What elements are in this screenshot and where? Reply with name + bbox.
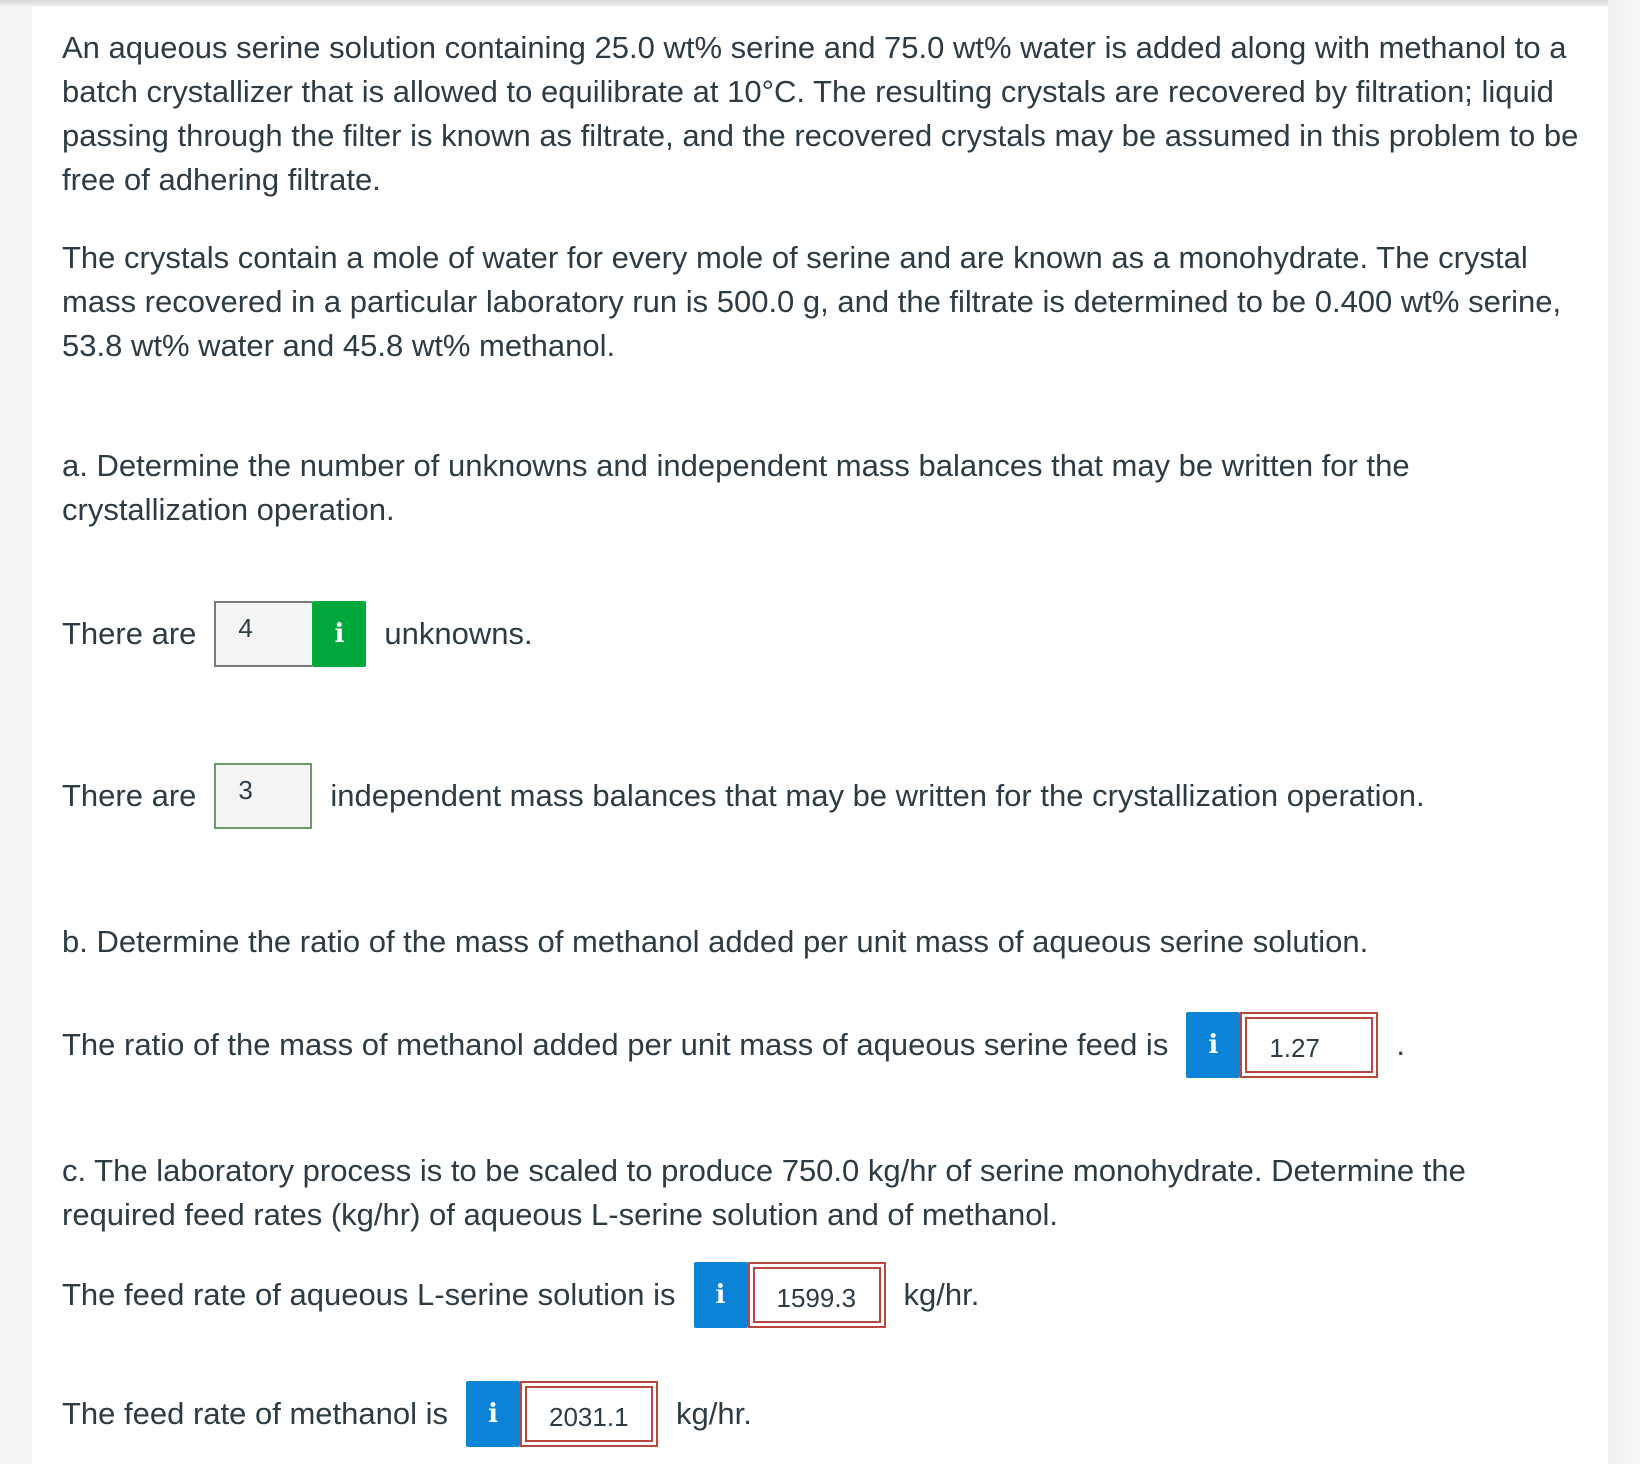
balances-prefix: There are: [62, 778, 197, 813]
question-panel: [32, 6, 1608, 1464]
ratio-input-value: 1.27: [1245, 1017, 1373, 1073]
info-icon[interactable]: i: [694, 1262, 748, 1328]
ratio-input[interactable]: [1240, 1012, 1378, 1078]
ratio-prefix: The ratio of the mass of methanol added per unit mass of aqueous serine feed is: [62, 1027, 1169, 1062]
serine-feed-answer-row: [62, 1262, 979, 1328]
methanol-feed-input-value: 2031.1: [525, 1386, 653, 1442]
balances-input[interactable]: 3: [214, 763, 312, 829]
serine-feed-answer-group: [694, 1262, 886, 1328]
info-icon[interactable]: i: [1186, 1012, 1240, 1078]
unknowns-prefix: There are: [62, 616, 197, 651]
info-icon[interactable]: i: [312, 601, 366, 667]
serine-feed-input[interactable]: [748, 1262, 886, 1328]
right-scroll-gutter: [1608, 0, 1640, 1464]
serine-feed-unit: kg/hr.: [903, 1277, 980, 1312]
methanol-feed-unit: kg/hr.: [676, 1396, 752, 1431]
balances-answer-row: [62, 763, 1425, 829]
serine-feed-input-value: 1599.3: [753, 1267, 881, 1323]
methanol-feed-prefix: The feed rate of methanol is: [62, 1396, 449, 1431]
info-icon[interactable]: i: [466, 1381, 520, 1447]
part-c-question: c. The laboratory process is to be scaled to produce 750.0 kg/hr of serine monohydrate. Determine the required feed rates (kg/hr) of aqueous L-serine solution and of methanol.: [62, 1153, 1466, 1232]
serine-feed-prefix: The feed rate of aqueous L-serine solution is: [62, 1277, 676, 1312]
ratio-suffix: .: [1396, 1027, 1405, 1062]
ratio-answer-group: [1186, 1012, 1378, 1078]
methanol-feed-answer-group: [466, 1381, 658, 1447]
problem-statement-paragraph-1: An aqueous serine solution containing 25.0 wt% serine and 75.0 wt% water is added along with methanol to a batch crystallizer that is allowed to equilibrate at 10°C. The resulting crystals are recovered by filtration; liquid passing through the filter is known as filtrate, and the recovered crystals may be assumed in this problem to be free of adhering filtrate.: [62, 30, 1579, 197]
balances-answer-group: [214, 763, 312, 829]
part-a-question: a. Determine the number of unknowns and independent mass balances that may be written for the crystallization operation.: [62, 448, 1410, 527]
problem-statement-paragraph-2: The crystals contain a mole of water for every mole of serine and are known as a monohydrate. The crystal mass recovered in a particular laboratory run is 500.0 g, and the filtrate is determined to be 0.400 wt% serine, 53.8 wt% water and 45.8 wt% methanol.: [62, 240, 1562, 363]
unknowns-answer-group: [214, 601, 366, 667]
methanol-feed-input[interactable]: [520, 1381, 658, 1447]
unknowns-input[interactable]: 4: [214, 601, 312, 667]
unknowns-answer-row: [62, 601, 533, 667]
balances-suffix: independent mass balances that may be written for the crystallization operation.: [330, 778, 1425, 813]
ratio-answer-row: [62, 1012, 1405, 1078]
methanol-feed-answer-row: [62, 1381, 752, 1447]
part-b-question: b. Determine the ratio of the mass of methanol added per unit mass of aqueous serine solution.: [62, 924, 1369, 959]
unknowns-suffix: unknowns.: [384, 616, 533, 651]
